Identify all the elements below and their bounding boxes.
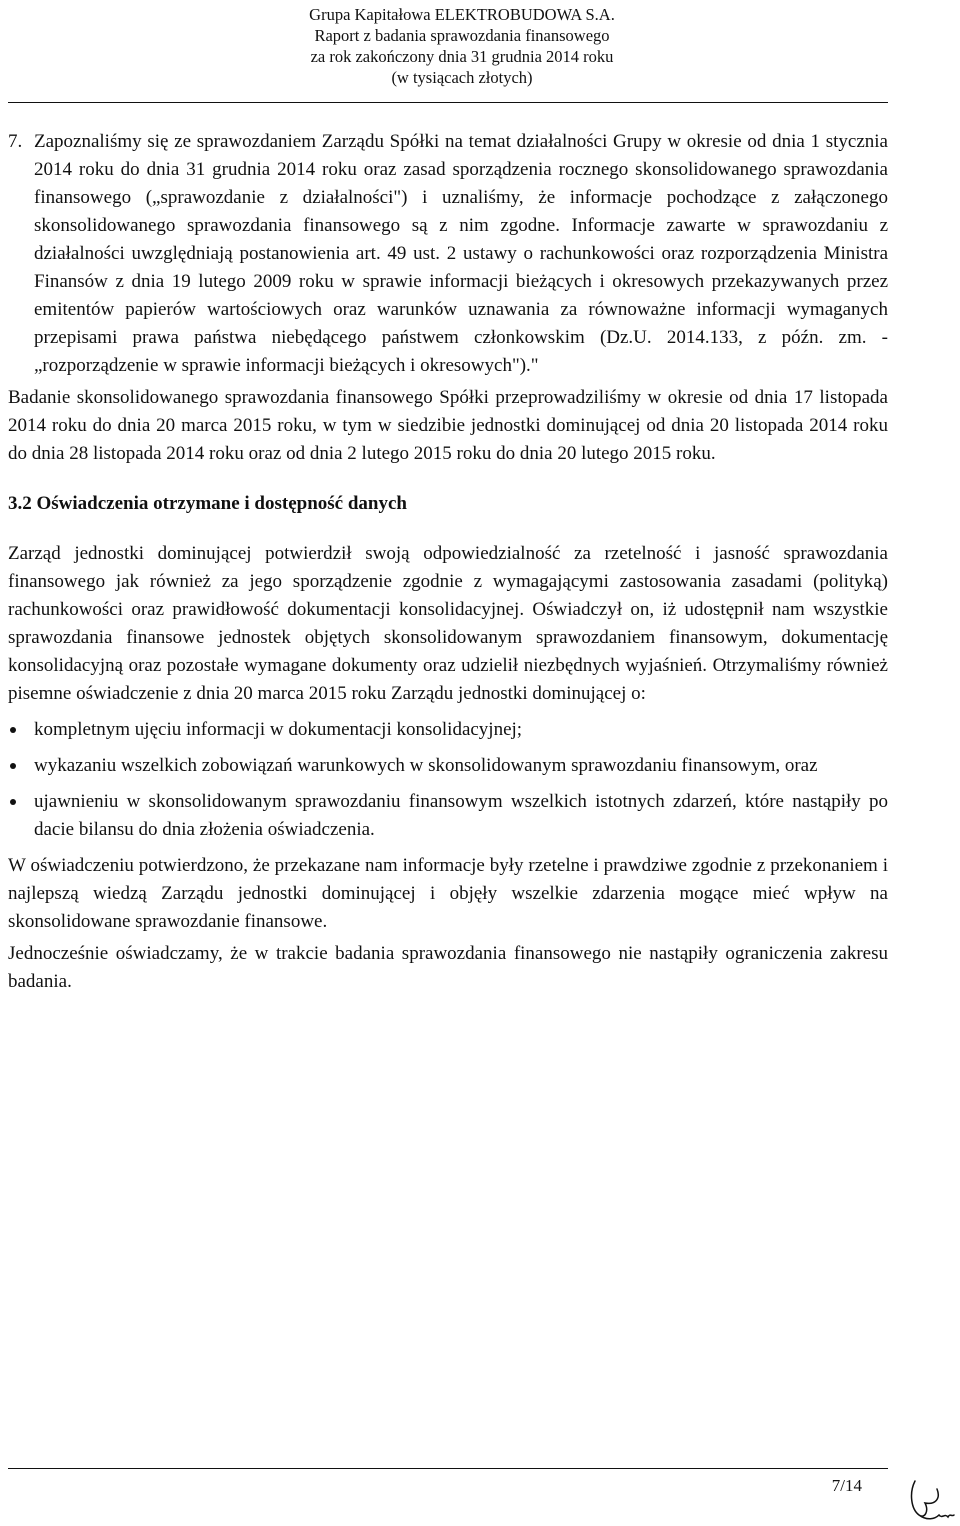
bullet-icon xyxy=(10,763,16,769)
header-period: za rok zakończony dnia 31 grudnia 2014 roku xyxy=(310,47,614,66)
confirmation-paragraph: W oświadczeniu potwierdzono, że przekazane nam informacje były rzetelne i prawdziwe zgodnie z przekonaniem i najlepszą wiedzą Zarządu jednostki dominującej i objęły wszelkie zdarzenia mogące mieć wpływ na skonsolidowane sprawozdanie finansowe. xyxy=(8,855,888,932)
header-company: Grupa Kapitałowa ELEKTROBUDOWA S.A. xyxy=(309,5,615,24)
paragraph-7-text: Zapoznaliśmy się ze sprawozdaniem Zarządu Spółki na temat działalności Grupy w okresie od dnia 1 stycznia 2014 roku do dnia 31 grudnia 2014 roku oraz zasad sporządzenia rocznego skonsolidowanego sprawozdania finansowego („sprawozdanie z działalności") i uznaliśmy, że informacje pochodzące z załączonego skonsolidowanego sprawozdania finansowego są z nim zgodne. Informacje zawarte w sprawozdaniu z działalności uwzględniają postanowienia art. 49 ust. 2 ustawy o rachunkowości oraz rozporządzenia Ministra Finansów z dnia 19 lutego 2009 roku w sprawie informacji bieżących i okresowych przekazywanych przez emitentów papierów wartościowych oraz warunków uznawania za równoważne informacji wymaganych przepisami prawa państwa niebędącego państwem członkowskim (Dz.U. 2014.133, z późn. zm. - „rozporządzenie w sprawie informacji bieżących i okresowych")." xyxy=(34,131,888,376)
bullet-item: ujawnieniu w skonsolidowanym sprawozdaniu finansowym wszelkich istotnych zdarzeń, które nastąpiły po dacie bilansu do dnia złożenia oświadczenia. xyxy=(8,788,888,844)
paragraph-number: 7. xyxy=(8,131,23,152)
bullet-icon xyxy=(10,799,16,805)
page-header xyxy=(282,4,642,88)
header-report-title: Raport z badania sprawozdania finansowego xyxy=(314,26,610,45)
bullet-item: kompletnym ujęciu informacji w dokumentacji konsolidacyjnej; xyxy=(8,716,888,744)
header-divider xyxy=(8,102,888,103)
bullet-item: wykazaniu wszelkich zobowiązań warunkowych w skonsolidowanym sprawozdaniu finansowym, oraz xyxy=(8,752,888,780)
document-body xyxy=(8,128,888,996)
statement-bullet-list xyxy=(8,716,888,844)
management-statement-paragraph: Zarząd jednostki dominującej potwierdził swoją odpowiedzialność za rzetelność i jasność sprawozdania finansowego jak również za jego sporządzenie zgodnie z wymagającymi zastosowania zasadami (polityką) rachunkowości oraz prawidłowość dokumentacji konsolidacyjnej. Oświadczył on, iż udostępnił nam wszystkie sprawozdania finansowe jednostek objętych skonsolidowanym sprawozdaniem finansowym, dokumentację konsolidacyjną oraz pozostałe wymagane dokumenty oraz udzielił niezbędnych wyjaśnień. Otrzymaliśmy również pisemne oświadczenie z dnia 20 marca 2015 roku Zarządu jednostki dominującej o: xyxy=(8,543,888,704)
section-heading: 3.2 Oświadczenia otrzymane i dostępność danych xyxy=(8,493,407,514)
paragraph-7 xyxy=(8,128,888,380)
conclusion-paragraph: Jednocześnie oświadczamy, że w trakcie badania sprawozdania finansowego nie nastąpiły ograniczenia zakresu badania. xyxy=(8,943,888,992)
bullet-icon xyxy=(10,727,16,733)
page-number: 7/14 xyxy=(831,1476,862,1495)
footer-divider xyxy=(8,1468,888,1469)
handwritten-initials-icon xyxy=(905,1475,955,1523)
audit-period-paragraph: Badanie skonsolidowanego sprawozdania finansowego Spółki przeprowadziliśmy w okresie od dnia 17 listopada 2014 roku do dnia 20 marca 2015 roku, w tym w siedzibie jednostki dominującej od dnia 20 listopada 2014 roku do dnia 28 listopada 2014 roku oraz od dnia 2 lutego 2015 roku do dnia 20 lutego 2015 roku. xyxy=(8,387,888,464)
header-units: (w tysiącach złotych) xyxy=(391,68,533,87)
